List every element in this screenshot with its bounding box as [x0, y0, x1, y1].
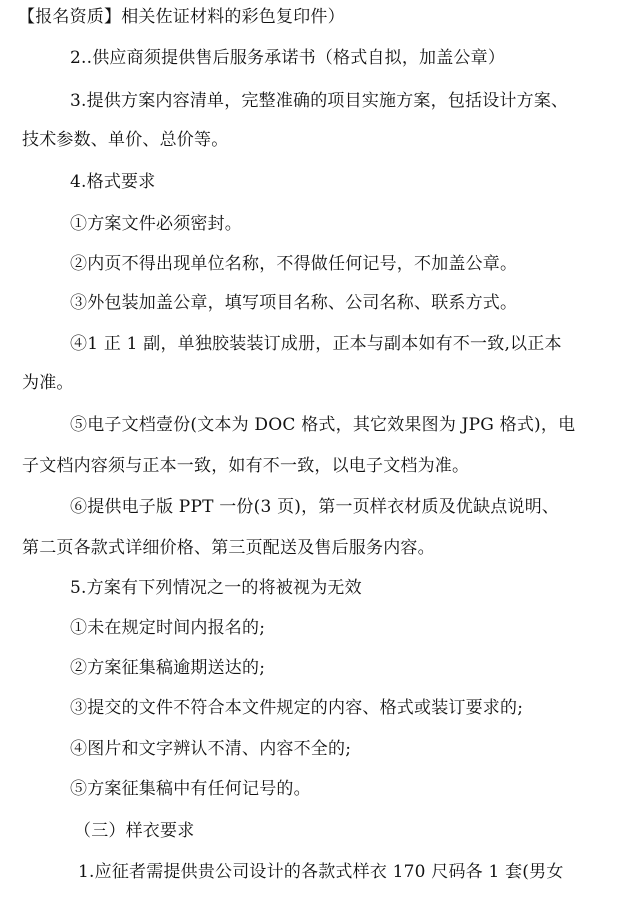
line-format-3: ③外包装加盖公章，填写项目名称、公司名称、联系方式。 — [70, 293, 518, 313]
line-format-4: ④1 正 1 副，单独胶装装订成册，正本与副本如有不一致,以正本 — [70, 334, 562, 354]
line-item-3: 3.提供方案内容清单，完整准确的项目实施方案，包括设计方案、 — [70, 91, 569, 111]
line-section-3-heading: （三）样衣要求 — [74, 821, 195, 841]
line-format-6-cont: 第二页各款式详细价格、第三页配送及售后服务内容。 — [22, 538, 435, 558]
line-invalid-3: ③提交的文件不符合本文件规定的内容、格式或装订要求的; — [70, 698, 524, 718]
line-heading-5: 5.方案有下列情况之一的将被视为无效 — [70, 578, 362, 598]
line-invalid-4: ④图片和文字辨认不清、内容不全的; — [70, 739, 352, 759]
line-sample-req-1: 1.应征者需提供贵公司设计的各款式样衣 170 尺码各 1 套(男女 — [78, 862, 564, 882]
line-format-2: ②内页不得出现单位名称，不得做任何记号，不加盖公章。 — [70, 254, 518, 274]
line-invalid-1: ①未在规定时间内报名的; — [70, 618, 266, 638]
line-invalid-2: ②方案征集稿逾期送达的; — [70, 658, 266, 678]
line-qualification-note: 【报名资质】相关佐证材料的彩色复印件） — [18, 7, 345, 27]
line-format-5-cont: 子文档内容须与正本一致，如有不一致，以电子文档为准。 — [22, 456, 470, 476]
line-format-6: ⑥提供电子版 PPT 一份(3 页)，第一页样衣材质及优缺点说明、 — [70, 497, 560, 517]
line-format-1: ①方案文件必须密封。 — [70, 214, 242, 234]
line-format-5: ⑤电子文档壹份(文本为 DOC 格式，其它效果图为 JPG 格式)，电 — [70, 415, 576, 435]
line-item-2: 2..供应商须提供售后服务承诺书（格式自拟，加盖公章） — [70, 48, 506, 68]
line-format-4-cont: 为准。 — [22, 373, 74, 393]
line-item-3-cont: 技术参数、单价、总价等。 — [22, 130, 229, 150]
line-heading-4: 4.格式要求 — [70, 172, 156, 192]
line-invalid-5: ⑤方案征集稿中有任何记号的。 — [70, 779, 311, 799]
